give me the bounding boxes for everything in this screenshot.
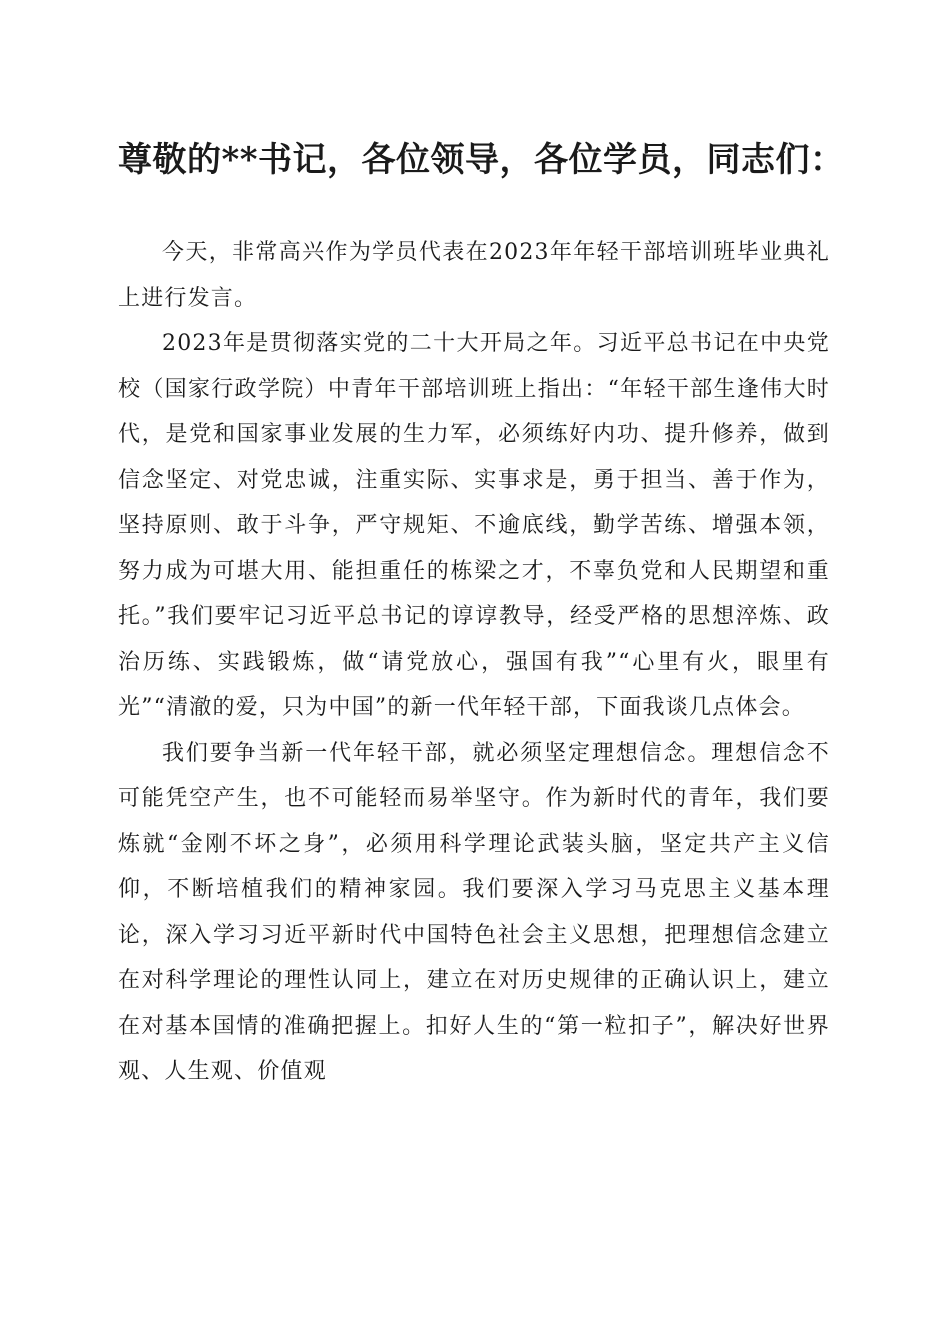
salutation-heading: 尊敬的**书记，各位领导，各位学员，同志们：	[118, 140, 845, 180]
paragraph-quote: 2023年是贯彻落实党的二十大开局之年。习近平总书记在中央党校（国家行政学院）中青年干部培训班上指出：“年轻干部生逢伟大时代，是党和国家事业发展的生力军，必须练好内功、提升修养，做到信念坚定、对党忠诚，注重实际、实事求是，勇于担当、善于作为，坚持原则、敢于斗争，严守规矩、不逾底线，勤学苦练、增强本领，努力成为可堪大用、能担重任的栋梁之才，不辜负党和人民期望和重托。”我们要牢记习近平总书记的谆谆教导，经受严格的思想淬炼、政治历练、实践锻炼，做“请党放心，强国有我”“心里有火，眼里有光”“清澈的爱，只为中国”的新一代年轻干部，下面我谈几点体会。	[118, 331, 830, 720]
paragraph-opening: 今天，非常高兴作为学员代表在2023年年轻干部培训班毕业典礼上进行发言。	[118, 240, 830, 311]
speech-body	[118, 230, 830, 1095]
paragraph-ideals: 我们要争当新一代年轻干部，就必须坚定理想信念。理想信念不可能凭空产生，也不可能轻而易举坚守。作为新时代的青年，我们要炼就“金刚不坏之身”，必须用科学理论武装头脑，坚定共产主义信仰，不断培植我们的精神家园。我们要深入学习马克思主义基本理论，深入学习习近平新时代中国特色社会主义思想，把理想信念建立在对科学理论的理性认同上，建立在对历史规律的正确认识上，建立在对基本国情的准确把握上。扣好人生的“第一粒扣子”，解决好世界观、人生观、价值观	[118, 740, 830, 1084]
